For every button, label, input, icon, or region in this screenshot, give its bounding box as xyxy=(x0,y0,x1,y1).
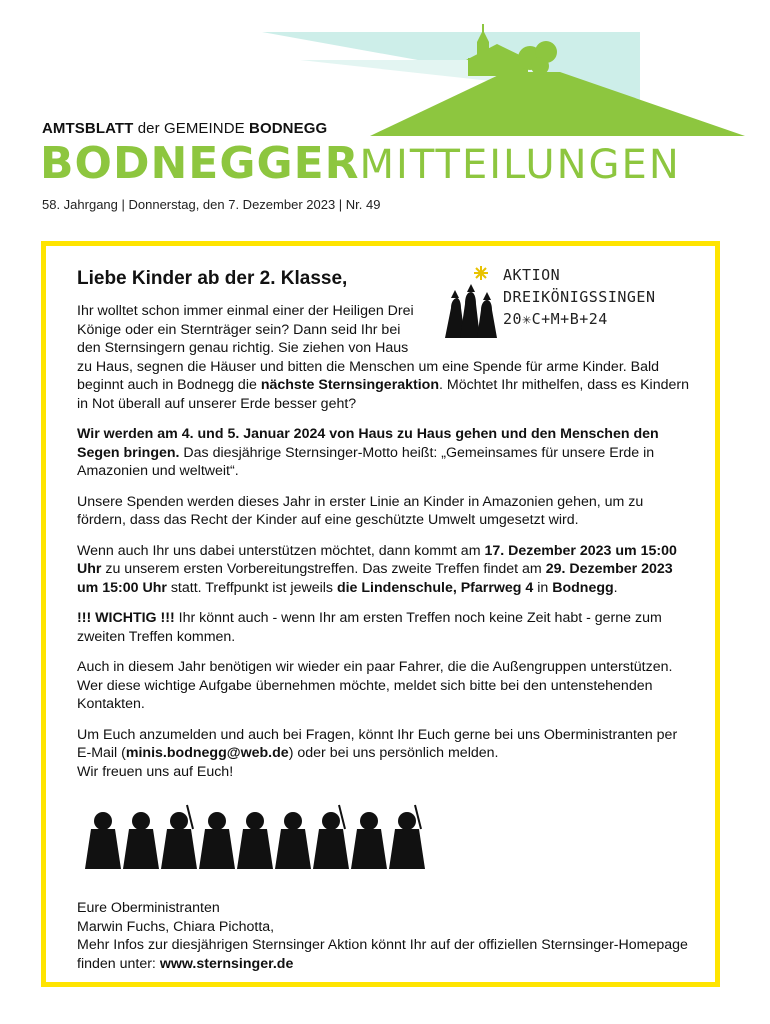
closing-line: Wir freuen uns auf Euch! xyxy=(77,763,234,780)
three-kings-icon xyxy=(437,258,503,350)
gemeinde-label: der GEMEINDE xyxy=(133,120,250,137)
article-headline: Liebe Kinder ab der 2. Klasse, xyxy=(77,268,348,289)
meetings-text-2: zu unserem ersten Vorbereitungstreffen. Das zweite Treffen findet am xyxy=(101,561,546,577)
email-link[interactable]: minis.bodnegg@web.de xyxy=(125,745,289,761)
bodnegg-label: BODNEGG xyxy=(249,120,328,137)
amtsblatt-label: AMTSBLATT xyxy=(42,120,134,137)
paragraph-more-info xyxy=(77,936,693,973)
meeting-date-1: 17. Dezember 2023 um 15:00 Uhr xyxy=(77,542,677,577)
logo-line-3: 20✳C+M+B+24 xyxy=(503,310,608,328)
intro-bold: nächste Sternsingeraktion xyxy=(260,377,439,393)
meeting-date-2: 29. Dezember 2023 um 15:00 Uhr xyxy=(77,561,673,596)
important-label: !!! WICHTIG !!! xyxy=(77,610,175,626)
masthead-label xyxy=(42,120,327,137)
meeting-town: Bodnegg xyxy=(552,579,614,596)
signature-line-1: Eure Oberministranten xyxy=(77,900,220,916)
meetings-text-4: in xyxy=(533,579,553,596)
dreikoenigssingen-logo xyxy=(437,258,699,350)
meetings-text-3: statt. Treffpunkt ist jeweils xyxy=(166,579,337,596)
sternsinger-link[interactable]: www.sternsinger.de xyxy=(159,955,294,972)
paragraph-contact xyxy=(77,726,693,782)
important-text: Ihr könnt auch - wenn Ihr am ersten Treffen noch keine Zeit habt - gerne zum zweiten Treffen kommen. xyxy=(77,610,662,645)
newspaper-title xyxy=(40,138,681,189)
logo-line-1: AKTION xyxy=(503,266,561,284)
paragraph-drivers: Auch in diesem Jahr benötigen wir wieder ein paar Fahrer, die die Außengruppen unterstützen. Wer diese wichtige Aufgabe übernehmen möchte, meldet sich bitte bei den untenstehenden Kontakten. xyxy=(77,659,673,712)
contact-text-2: ) oder bei uns persönlich melden. xyxy=(288,745,499,761)
star-singers-silhouettes xyxy=(81,799,431,877)
issue-line: 58. Jahrgang | Donnerstag, den 7. Dezember 2023 | Nr. 49 xyxy=(42,197,381,212)
paragraph-donations: Unsere Spenden werden dieses Jahr in erster Linie an Kinder in Amazonien gehen, um zu fördern, dass das Recht der Kinder auf eine geschützte Umwelt umgesetzt wird. xyxy=(77,493,644,528)
logo-text xyxy=(503,264,656,330)
title-bold: BODNEGGER xyxy=(40,138,360,189)
header-hill xyxy=(370,72,745,136)
logo-line-2: DREIKÖNIGSSINGEN xyxy=(503,288,656,306)
more-info-text: Mehr Infos zur diesjährigen Sternsinger Aktion könnt Ihr auf der offiziellen Sternsinger-Homepage finden unter: xyxy=(77,937,688,972)
paragraph-dates xyxy=(77,425,693,481)
motto-text: Das diesjährige Sternsinger-Motto heißt: „Gemeinsames für unsere Erde in Amazonien und weltweit“. xyxy=(77,444,655,479)
meetings-text-1: Wenn auch Ihr uns dabei unterstützen möchtet, dann kommt am xyxy=(77,542,485,559)
signature-block xyxy=(77,899,693,936)
intro-text-end: . Möchtet Ihr mithelfen, dass es Kindern in Not überall auf unserer Erde besser geht? xyxy=(77,377,689,412)
paragraph-meetings xyxy=(77,542,693,598)
header-artwork xyxy=(0,0,770,140)
intro-text: Ihr wolltet schon immer einmal einer der Heiligen Drei Könige oder ein Sternträger sein? Dann seid Ihr bei den Sternsingern genau richtig. Sie ziehen von Haus zu Haus, segnen die Häuser und bitten die Menschen um eine Spende für arme Kinder. Bald beginnt auch in Bodnegg die xyxy=(77,303,660,393)
meetings-text-5: . xyxy=(613,579,618,596)
signature-line-2: Marwin Fuchs, Chiara Pichotta, xyxy=(77,918,275,935)
article-content xyxy=(77,268,693,985)
title-light: MITTEILUNGEN xyxy=(359,142,681,188)
dates-bold: Wir werden am 4. und 5. Januar 2024 von Haus zu Haus gehen und den Menschen den Segen bringen. xyxy=(77,426,659,461)
meeting-place: die Lindenschule, Pfarrweg 4 xyxy=(336,579,534,596)
paragraph-important xyxy=(77,609,693,646)
contact-text-1: Um Euch anzumelden und auch bei Fragen, könnt Ihr Euch gerne bei uns Oberministranten per E-Mail ( xyxy=(77,726,678,761)
